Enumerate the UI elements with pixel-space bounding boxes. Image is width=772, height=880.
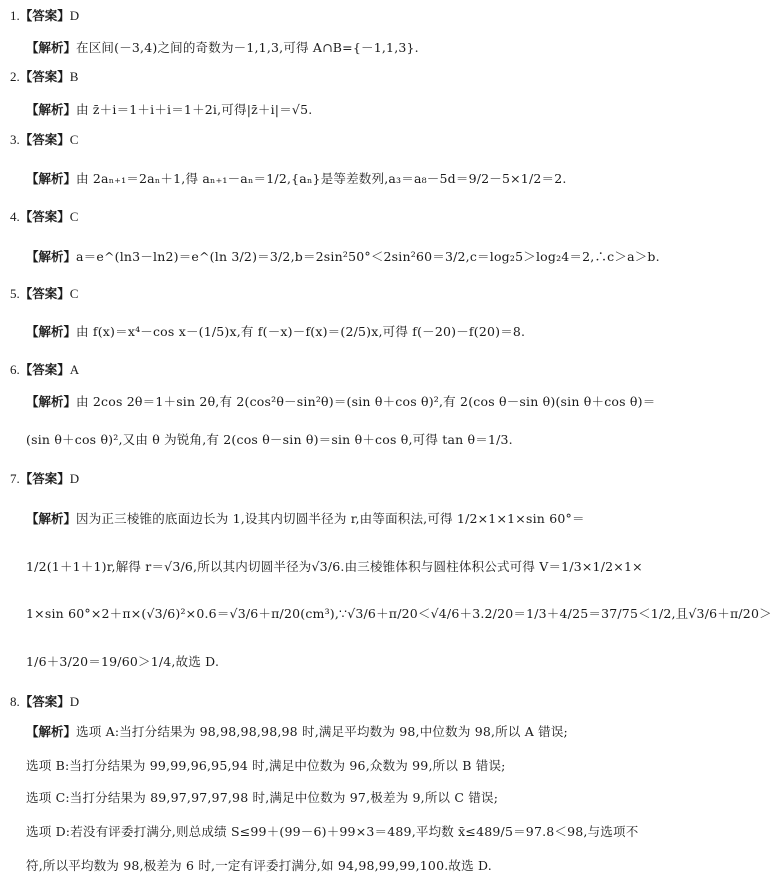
explanation-tag: 【解析】 <box>26 324 77 339</box>
explanation-tag: 【解析】 <box>26 249 77 264</box>
explanation-tag: 【解析】 <box>26 511 77 526</box>
answer-value: A <box>69 362 80 377</box>
explanation-tag: 【解析】 <box>26 724 77 739</box>
question-number: 8. <box>10 694 20 709</box>
question-7-header <box>10 469 79 487</box>
explanation-text: 由 2aₙ₊₁＝2aₙ＋1,得 aₙ₊₁－aₙ＝1/2,{aₙ}是等差数列,a₃＝a₈－5d＝9/2－5×1/2＝2. <box>76 171 567 186</box>
explanation-text: 由 f(x)＝x⁴－cos x－(1/5)x,有 f(－x)－f(x)＝(2/5)x,可得 f(－20)－f(20)＝8. <box>76 324 526 339</box>
question-6-explanation-line-1 <box>26 392 678 410</box>
explanation-text: 由 2cos 2θ＝1＋sin 2θ,有 2(cos²θ－sin²θ)＝(sin θ＋cos θ)²,有 2(cos θ－sin θ)(sin θ＋cos θ)＝ <box>76 394 656 409</box>
explanation-text: a＝e^(ln3－ln2)＝e^(ln 3/2)＝3/2,b＝2sin²50°＜2sin²60＝3/2,c＝log₂5＞log₂4＝2,∴c＞a＞b. <box>76 249 660 264</box>
answer-tag: 【答案】 <box>19 362 70 377</box>
question-number: 4. <box>10 209 20 224</box>
question-number: 7. <box>10 471 20 486</box>
question-7-explanation-line-2 <box>26 557 678 575</box>
question-3-explanation <box>26 169 678 187</box>
answer-tag: 【答案】 <box>19 8 70 23</box>
answer-value: C <box>69 132 79 147</box>
answer-tag: 【答案】 <box>19 209 70 224</box>
question-6-explanation-line-2 <box>26 430 678 448</box>
answer-tag: 【答案】 <box>19 69 70 84</box>
question-8-explanation-line-2 <box>26 756 678 774</box>
question-4-header <box>10 207 78 225</box>
explanation-text: (sin θ＋cos θ)²,又由 θ 为锐角,有 2(cos θ－sin θ)＝sin θ＋cos θ,可得 tan θ＝1/3. <box>26 432 513 447</box>
explanation-tag: 【解析】 <box>26 102 77 117</box>
question-5-header <box>10 284 78 302</box>
answer-tag: 【答案】 <box>19 694 70 709</box>
question-number: 2. <box>10 69 20 84</box>
question-2-header <box>10 67 78 85</box>
explanation-text: 符,所以平均数为 98,极差为 6 时,一定有评委打满分,如 94,98,99,99,100.故选 D. <box>26 858 492 873</box>
question-8-header <box>10 692 79 710</box>
question-5-explanation <box>26 322 678 340</box>
answer-value: C <box>69 209 79 224</box>
explanation-text: 1/6＋3/20＝19/60＞1/4,故选 D. <box>26 654 220 669</box>
explanation-text: 选项 C:当打分结果为 89,97,97,97,98 时,满足中位数为 97,极差为 9,所以 C 错误; <box>26 790 499 805</box>
answer-tag: 【答案】 <box>19 132 70 147</box>
question-number: 6. <box>10 362 20 377</box>
question-8-explanation-line-4 <box>26 822 678 840</box>
explanation-text: 因为正三棱锥的底面边长为 1,设其内切圆半径为 r,由等面积法,可得 1/2×1×1×sin 60°＝ <box>76 511 585 526</box>
question-number: 5. <box>10 286 20 301</box>
explanation-text: 在区间(－3,4)之间的奇数为－1,1,3,可得 A∩B={－1,1,3}. <box>76 40 419 55</box>
explanation-text: 选项 B:当打分结果为 99,99,96,95,94 时,满足中位数为 96,众数为 99,所以 B 错误; <box>26 758 506 773</box>
question-1-explanation <box>26 38 678 56</box>
explanation-text: 1×sin 60°×2＋π×(√3/6)²×0.6＝√3/6＋π/20(cm³),∵√3/6＋π/20＜√4/6＋3.2/20＝1/3＋4/25＝37/75＜1/2,且√3/6＋π/20＞ <box>26 606 772 621</box>
question-8-explanation-line-5 <box>26 856 678 874</box>
question-4-explanation <box>26 247 678 265</box>
answer-value: D <box>69 8 80 23</box>
question-7-explanation-line-4 <box>26 652 678 670</box>
answer-value: C <box>69 286 79 301</box>
explanation-tag: 【解析】 <box>26 394 77 409</box>
question-number: 3. <box>10 132 20 147</box>
answer-tag: 【答案】 <box>19 286 70 301</box>
question-number: 1. <box>10 8 20 23</box>
question-2-explanation <box>26 100 678 118</box>
explanation-tag: 【解析】 <box>26 40 77 55</box>
answer-value: B <box>69 69 79 84</box>
answer-tag: 【答案】 <box>19 471 70 486</box>
explanation-text: 选项 D:若没有评委打满分,则总成绩 S≤99＋(99－6)＋99×3＝489,平均数 x̄≤489/5＝97.8＜98,与选项不 <box>26 824 639 839</box>
explanation-text: 由 z̄＋i＝1＋i＋i＝1＋2i,可得|z̄＋i|＝√5. <box>76 102 313 117</box>
question-8-explanation-line-3 <box>26 788 678 806</box>
explanation-text: 1/2(1＋1＋1)r,解得 r＝√3/6,所以其内切圆半径为√3/6.由三棱锥体积与圆柱体积公式可得 V＝1/3×1/2×1× <box>26 559 643 574</box>
question-7-explanation-line-3 <box>26 604 772 622</box>
explanation-tag: 【解析】 <box>26 171 77 186</box>
question-8-explanation-line-1 <box>26 722 678 740</box>
explanation-text: 选项 A:当打分结果为 98,98,98,98,98 时,满足平均数为 98,中位数为 98,所以 A 错误; <box>76 724 568 739</box>
question-7-explanation-line-1 <box>26 509 678 527</box>
question-1-header <box>10 6 79 24</box>
answer-value: D <box>69 694 80 709</box>
question-3-header <box>10 130 78 148</box>
answer-value: D <box>69 471 80 486</box>
question-6-header <box>10 360 79 378</box>
